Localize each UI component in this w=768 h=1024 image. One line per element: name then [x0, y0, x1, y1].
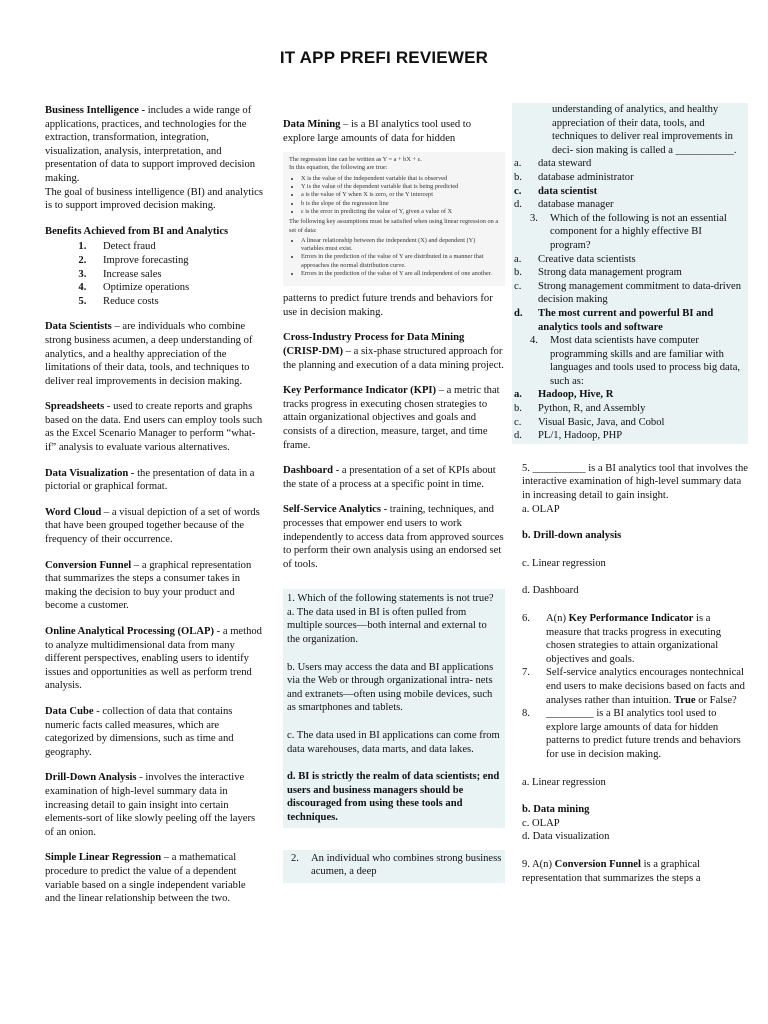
definition-text: – a graphical representation that summarizes the steps a consumer takes in making the decision to buy your product and become a customer.: [45, 559, 252, 612]
option-letter: c.: [514, 185, 522, 197]
term: Drill-Down Analysis: [45, 772, 137, 784]
option-text: Python, R, and Assembly: [538, 403, 646, 415]
option-letter: d.: [514, 307, 523, 319]
question-body: [546, 612, 748, 666]
question-6: [522, 612, 748, 666]
answer-option: d. Dashboard: [522, 585, 579, 597]
answer-option-correct: b. Data mining: [522, 804, 590, 816]
figure-text: The regression line can be written as Y = a + bX + ε.: [289, 156, 422, 164]
answer-option-correct: [512, 185, 744, 199]
list-item: • Errors in the prediction of the value of Y are distributed in a manner that approaches the normal distribution curve.: [301, 253, 499, 270]
question-body: _________ is a BI analytics tool used to explore large amounts of data for hidden patterns to predict future trends and behaviors for use in decision making.: [546, 708, 741, 760]
list-item: • b is the slope of the regression line: [301, 200, 499, 208]
answer-option-correct: [512, 307, 744, 334]
option-letter: a.: [514, 158, 522, 170]
option-text: data steward: [538, 158, 592, 170]
question-body: [546, 666, 748, 707]
benefits-heading: Benefits Achieved from BI and Analytics: [45, 225, 229, 237]
definition-text: - a presentation of a set of KPIs about the state of a process at a specific point in time.: [283, 465, 496, 490]
definition-text: the presentation of data in a pictorial or graphical format.: [45, 467, 255, 493]
answer-option-correct: [512, 388, 744, 402]
term: Online Analytical Processing (OLAP): [45, 626, 215, 637]
answer-term: True: [673, 694, 696, 706]
answer-option: a. OLAP: [522, 503, 560, 515]
answer-option: b. Users may access the data and BI applications via the Web or through organizational intra- nets and extranets—often using mobile devices, such as smartphones and tablets.: [287, 661, 494, 714]
data-mining-definition: [283, 118, 505, 145]
option-letter: a.: [514, 253, 522, 265]
word-cloud-definition: [45, 506, 263, 547]
question-7: [522, 666, 748, 707]
question-1-box: [283, 589, 505, 827]
page-title: IT APP PREFI REVIEWER: [279, 48, 489, 67]
list-item: • X is the value of the independent variable that is observed: [301, 175, 499, 183]
term: Key Performance Indicator (KPI): [283, 385, 437, 397]
answer-option: c. OLAP: [522, 817, 560, 829]
question-number: 4.: [530, 335, 538, 347]
option-letter: a.: [514, 389, 522, 401]
option-text: Hadoop, Hive, R: [538, 389, 614, 401]
question-body: An individual who combines strong business acumen, a deep: [311, 852, 502, 878]
question-text: is a graphical representation that summarizes the steps a: [522, 858, 701, 884]
question-number: 2.: [291, 852, 299, 864]
definition-text: – a six-phase structured approach for the planning and execution of a data mining project.: [283, 345, 504, 371]
crisp-dm-definition: [283, 331, 505, 372]
question-2-start: [283, 850, 505, 883]
option-letter: c.: [514, 280, 522, 292]
data-mining-continued: patterns to predict future trends and behaviors for use in decision making.: [283, 293, 493, 318]
term: Data Cube: [45, 705, 94, 717]
definition-text: - collection of data that contains numeric facts called measures, which are categorized by dimensions, such as time and geography.: [45, 705, 234, 758]
option-letter: b.: [514, 171, 522, 183]
list-item: • A linear relationship between the independent (X) and dependent (Y) variables must exist.: [301, 237, 499, 254]
question-8-options: [512, 776, 748, 844]
option-text: data scientist: [538, 185, 598, 197]
term: Conversion Funnel: [45, 559, 132, 571]
definition-text: - training, techniques, and processes that empower end users to work independently to access data from approved sources to perform their own analysis using an endorsed set of tools.: [283, 504, 504, 570]
regression-figure: [283, 152, 505, 286]
question-text: 5. __________ is a BI analytics tool that involves the interactive examination of high-level summary data in increasing detail to gain insight.: [522, 462, 748, 502]
definition-text: – a metric that tracks progress in executing chosen strategies to attain organizational objectives and goals and consists of a direction, measure, target, and time frame.: [283, 385, 500, 451]
option-letter: c.: [514, 416, 522, 428]
question-3: [512, 212, 744, 253]
column-left: [45, 104, 263, 906]
definition-text: – a visual depiction of a set of words that have been grouped together because of the frequency of their occurrence.: [45, 506, 260, 546]
answer-option: [512, 198, 744, 212]
term: Data Scientists: [45, 321, 112, 333]
question-text: [291, 852, 505, 879]
term: Data Visualization -: [45, 467, 135, 479]
definition-text: - involves the interactive examination of high-level summary data in increasing detail to gain insight into certain elements-sort of like slowly peeling off the layers of an onion.: [45, 772, 256, 838]
answer-option: [512, 280, 744, 307]
definition-text: – a mathematical procedure to predict the value of a dependent variable based on a single independent variable and the linear relationship between the two.: [45, 852, 246, 905]
question-number: 3.: [530, 212, 538, 224]
answer-option: c. The data used in BI applications can come from data warehouses, data marts, and data lakes.: [287, 730, 500, 755]
spreadsheets-definition: [45, 400, 263, 454]
list-item: 5. Reduce costs: [89, 295, 263, 309]
answer-option: d. Data visualization: [522, 831, 610, 843]
option-text: Visual Basic, Java, and Cobol: [538, 416, 665, 428]
benefits-list: [45, 240, 263, 308]
bi-definition: [45, 104, 263, 186]
figure-list: [289, 237, 499, 278]
term: Simple Linear Regression: [45, 852, 162, 864]
question-4: [512, 334, 744, 388]
definition-text: - used to create reports and graphs based on the data. End users can employ tools such as the Excel Scenario Manager to perform “what-if” analysis to evaluate various alternatives.: [45, 401, 263, 454]
option-text: Strong management commitment to data-driven decision making: [538, 280, 741, 306]
term: Spreadsheets: [45, 401, 105, 413]
answer-option: [512, 429, 744, 443]
question-number: 7.: [522, 667, 530, 679]
question-text: A(n): [546, 613, 569, 624]
answer-option: [512, 416, 744, 430]
question-body: Which of the following is not an essential component for a highly effective BI program?: [550, 212, 727, 251]
column-right: [512, 103, 748, 885]
column-middle: [283, 118, 505, 883]
question-number: 6.: [522, 613, 530, 624]
answer-option: [512, 402, 744, 416]
option-letter: b.: [514, 403, 522, 415]
question-text: or False?: [695, 694, 737, 706]
question-text: Self-service analytics encourages nontechnical end users to make decisions based on facts and analyses rather than intuition.: [546, 667, 745, 706]
answer-option: a. Linear regression: [522, 776, 606, 788]
self-service-definition: [283, 503, 505, 571]
list-item: 3. Increase sales: [89, 268, 263, 282]
question-text: 1. Which of the following statements is not true?: [287, 593, 494, 605]
definition-text: – are individuals who combine strong business acumen, a deep understanding of analytics, and a healthy appreciation of the limitations of their data, tools, and techniques to deliver real improvements in decision making.: [45, 321, 253, 387]
figure-text: The following key assumptions must be satisfied when using linear regression on a set of data:: [289, 218, 499, 234]
answer-option: a. The data used in BI is often pulled from multiple sources—both internal and external to the organization.: [287, 606, 487, 646]
option-letter: d.: [514, 199, 522, 211]
option-text: database administrator: [538, 171, 634, 183]
option-letter: d.: [514, 430, 522, 442]
olap-definition: [45, 625, 263, 693]
question-9: [512, 858, 748, 885]
answer-term: Key Performance Indicator: [568, 613, 694, 624]
question-8: [522, 707, 748, 761]
conversion-funnel-definition: [45, 559, 263, 613]
bi-goal: The goal of business intelligence (BI) and analytics is to support improved decision making.: [45, 186, 263, 212]
list-item: 4. Optimize operations: [89, 281, 263, 295]
answer-option: [512, 157, 744, 171]
term: Word Cloud: [45, 506, 102, 518]
question-2-continued: [512, 103, 748, 444]
data-cube-definition: [45, 705, 263, 759]
term: Business Intelligence -: [45, 105, 146, 116]
list-item: • Errors in the prediction of the value of Y are all independent of one another.: [301, 270, 499, 278]
option-text: database manager: [538, 199, 614, 211]
answer-option: [512, 253, 744, 267]
list-item: 1. Detect fraud: [89, 240, 263, 254]
term: Dashboard: [283, 465, 334, 477]
linear-regression-definition: [45, 851, 263, 905]
list-item: • ε is the error in predicting the value of Y, given a value of X: [301, 208, 499, 216]
definition-text: includes a wide range of applications, practices, and technologies for the extraction, transformation, integration, visualization, analysis, interpretation, and presentation of data to support improved decision making.: [45, 105, 256, 184]
list-item: 2. Improve forecasting: [89, 254, 263, 268]
question-text: 9. A(n): [522, 858, 555, 870]
option-letter: b.: [514, 267, 522, 279]
definition-text: – is a BI analytics tool used to explore large amounts of data for hidden: [283, 119, 472, 144]
question-text: is a measure that tracks progress in executing chosen strategies to attain organizational objectives and goals.: [546, 613, 722, 665]
kpi-definition: [283, 384, 505, 452]
figure-list: [289, 175, 499, 216]
answer-option: [512, 266, 744, 280]
term: Self-Service Analytics: [283, 504, 381, 516]
term: Data Mining: [283, 119, 341, 130]
answer-option: [512, 171, 744, 185]
data-visualization-definition: [45, 467, 263, 494]
option-text: Strong data management program: [538, 267, 682, 279]
data-scientists-definition: [45, 320, 263, 388]
question-5: [512, 462, 748, 598]
option-text: Creative data scientists: [538, 253, 636, 265]
question-number: 8.: [522, 708, 530, 720]
questions-6-8: [512, 612, 748, 762]
option-text: The most current and powerful BI and analytics tools and software: [538, 307, 714, 333]
definition-text: - a method to analyze multidimensional data from many different perspectives, enabling users to identify issues and opportunities as well as perform trend analysis.: [45, 626, 262, 692]
list-item: • a is the value of Y when X is zero, or the Y intercept: [301, 191, 499, 199]
question-body: Most data scientists have computer programming skills and are familiar with languages and tools used to process big data, such as:: [550, 335, 741, 387]
drill-down-definition: [45, 771, 263, 839]
list-item: • Y is the value of the dependent variable that is being predicted: [301, 183, 499, 191]
dashboard-definition: [283, 464, 505, 491]
answer-option-correct: d. BI is strictly the realm of data scientists; end users and business managers should be discouraged from using these tools and techniques.: [287, 771, 500, 823]
term: Cross-Industry Process for Data Mining (CRISP-DM): [283, 332, 465, 357]
option-text: PL/1, Hadoop, PHP: [538, 430, 623, 442]
question-text: understanding of analytics, and healthy appreciation of their data, tools, and techniques to deliver real improvements in deci- sion making is called a ___________.: [552, 104, 737, 156]
figure-text: In this equation, the following are true:: [289, 164, 388, 172]
answer-term: Conversion Funnel: [554, 858, 641, 870]
answer-option: c. Linear regression: [522, 557, 606, 569]
answer-option-correct: b. Drill-down analysis: [522, 530, 622, 542]
